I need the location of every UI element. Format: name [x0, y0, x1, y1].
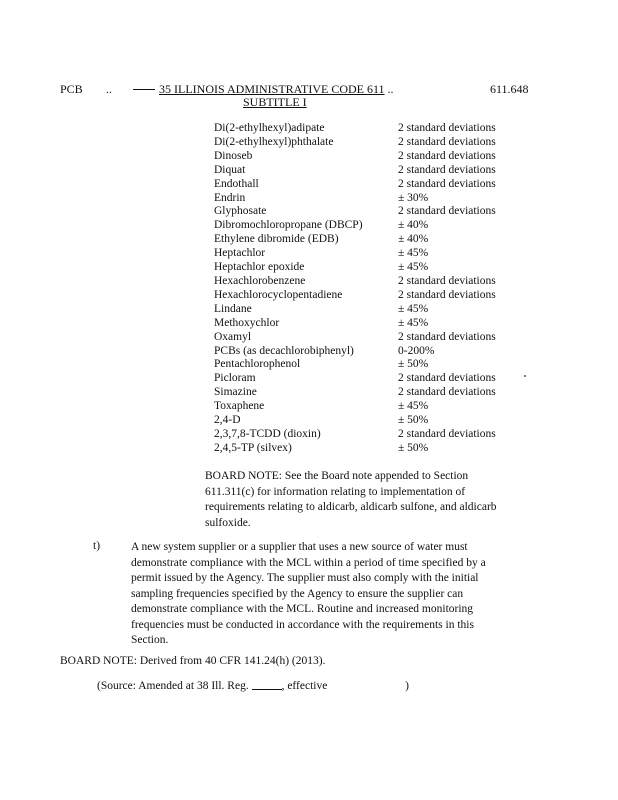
header-title-code: 35 ILLINOIS ADMINISTRATIVE CODE 611: [159, 82, 385, 96]
contaminant-table: [214, 122, 496, 456]
contaminant-row: [214, 275, 496, 289]
contaminant-row: [214, 233, 496, 247]
contaminant-row: [214, 205, 496, 219]
contaminant-row: [214, 303, 496, 317]
contaminant-row: [214, 358, 496, 372]
contaminant-row: [214, 219, 496, 233]
contaminant-name: Dibromochloropropane (DBCP): [214, 219, 363, 232]
contaminant-row: [214, 247, 496, 261]
contaminant-limit: 0-200%: [398, 344, 435, 357]
contaminant-limit: 2 standard deviations: [398, 135, 496, 148]
contaminant-name: Endrin: [214, 191, 246, 204]
contaminant-row: [214, 386, 496, 400]
contaminant-row: [214, 164, 496, 178]
contaminant-name: Methoxychlor: [214, 316, 280, 329]
contaminant-limit: ± 40%: [398, 219, 429, 232]
header-agency: PCB: [60, 82, 83, 96]
contaminant-name: Hexachlorobenzene: [214, 274, 306, 287]
contaminant-name: PCBs (as decachlorobiphenyl): [214, 344, 354, 357]
contaminant-limit: ± 45%: [398, 302, 429, 315]
header-subtitle: SUBTITLE I: [243, 95, 307, 109]
contaminant-name: Simazine: [214, 386, 257, 399]
contaminant-limit: ± 30%: [398, 191, 429, 204]
contaminant-limit: 2 standard deviations: [398, 427, 496, 440]
contaminant-row: [214, 414, 496, 428]
contaminant-name: Di(2-ethylhexyl)phthalate: [214, 135, 334, 148]
board-note-derived: BOARD NOTE: Derived from 40 CFR 141.24(h) (2013).: [60, 655, 326, 667]
contaminant-limit: 2 standard deviations: [398, 149, 496, 162]
header-title-rule: [133, 89, 155, 90]
contaminant-row: [214, 372, 496, 386]
contaminant-name: Toxaphene: [214, 400, 265, 413]
contaminant-row: [214, 122, 496, 136]
contaminant-row: [214, 345, 496, 359]
source-blank-line: [252, 689, 282, 690]
header-title-dots: ..: [387, 82, 394, 96]
contaminant-limit: 2 standard deviations: [398, 386, 496, 399]
contaminant-name: Oxamyl: [214, 330, 252, 343]
contaminant-name: Endothall: [214, 177, 259, 190]
contaminant-name: Ethylene dibromide (EDB): [214, 233, 339, 246]
contaminant-row: [214, 261, 496, 275]
contaminant-row: [214, 150, 496, 164]
source-suffix: ): [405, 680, 409, 692]
contaminant-name: Dinoseb: [214, 149, 253, 162]
contaminant-row: [214, 428, 496, 442]
contaminant-limit: ± 45%: [398, 316, 429, 329]
source-note: [97, 680, 409, 692]
contaminant-limit: 2 standard deviations: [398, 122, 496, 134]
contaminant-row: [214, 442, 496, 456]
contaminant-name: Hexachlorocyclopentadiene: [214, 288, 343, 301]
header-section-number: 611.648: [490, 82, 529, 96]
source-middle: , effective: [281, 680, 328, 692]
contaminant-row: [214, 192, 496, 206]
paragraph-t-text: A new system supplier or a supplier that uses a new source of water must demonstrate compliance with the MCL within a period of time specified by a permit issued by the Agency. The supplier must also comply with the initial sampling frequencies specified by the Agency to ensure the supplier can demonstrate compliance with the MCL. Routine and increased monitoring frequencies must be conducted in accordance with the requirements in this Section.: [131, 541, 486, 646]
contaminant-limit: ± 50%: [398, 358, 429, 371]
contaminant-limit: ± 45%: [398, 400, 429, 413]
contaminant-name: Pentachlorophenol: [214, 358, 301, 371]
contaminant-name: Heptachlor epoxide: [214, 261, 305, 274]
contaminant-limit: ± 50%: [398, 441, 429, 454]
contaminant-name: 2,4-D: [214, 414, 241, 427]
contaminant-limit: 2 standard deviations: [398, 288, 496, 301]
contaminant-name: 2,3,7,8-TCDD (dioxin): [214, 427, 321, 440]
contaminant-name: Picloram: [214, 372, 256, 385]
contaminant-limit: 2 standard deviations: [398, 274, 496, 287]
contaminant-name: 2,4,5-TP (silvex): [214, 441, 292, 454]
contaminant-limit: ± 45%: [398, 247, 429, 260]
contaminant-row: [214, 400, 496, 414]
contaminant-row: [214, 178, 496, 192]
contaminant-limit: 2 standard deviations: [398, 163, 496, 176]
contaminant-name: Glyphosate: [214, 205, 267, 218]
scan-speck: [524, 375, 526, 377]
contaminant-limit: ± 45%: [398, 261, 429, 274]
contaminant-limit: 2 standard deviations: [398, 372, 496, 385]
contaminant-limit: 2 standard deviations: [398, 177, 496, 190]
contaminant-limit: ± 40%: [398, 233, 429, 246]
contaminant-row: [214, 289, 496, 303]
contaminant-name: Heptachlor: [214, 247, 266, 260]
source-prefix: (Source: Amended at 38 Ill. Reg.: [97, 680, 249, 692]
header-dots: ..: [106, 82, 112, 96]
contaminant-row: [214, 136, 496, 150]
contaminant-limit: ± 50%: [398, 414, 429, 427]
board-note-aldicarb: BOARD NOTE: See the Board note appended to Section 611.311(c) for information relating to implementation of requirements relating to aldicarb, aldicarb sulfone, and aldicarb sulfoxide.: [205, 470, 497, 529]
contaminant-name: Diquat: [214, 163, 246, 176]
contaminant-name: Lindane: [214, 302, 252, 315]
contaminant-row: [214, 331, 496, 345]
contaminant-limit: 2 standard deviations: [398, 330, 496, 343]
contaminant-limit: 2 standard deviations: [398, 205, 496, 218]
contaminant-name: Di(2-ethylhexyl)adipate: [214, 122, 325, 134]
contaminant-row: [214, 317, 496, 331]
paragraph-t-label: t): [93, 540, 101, 552]
